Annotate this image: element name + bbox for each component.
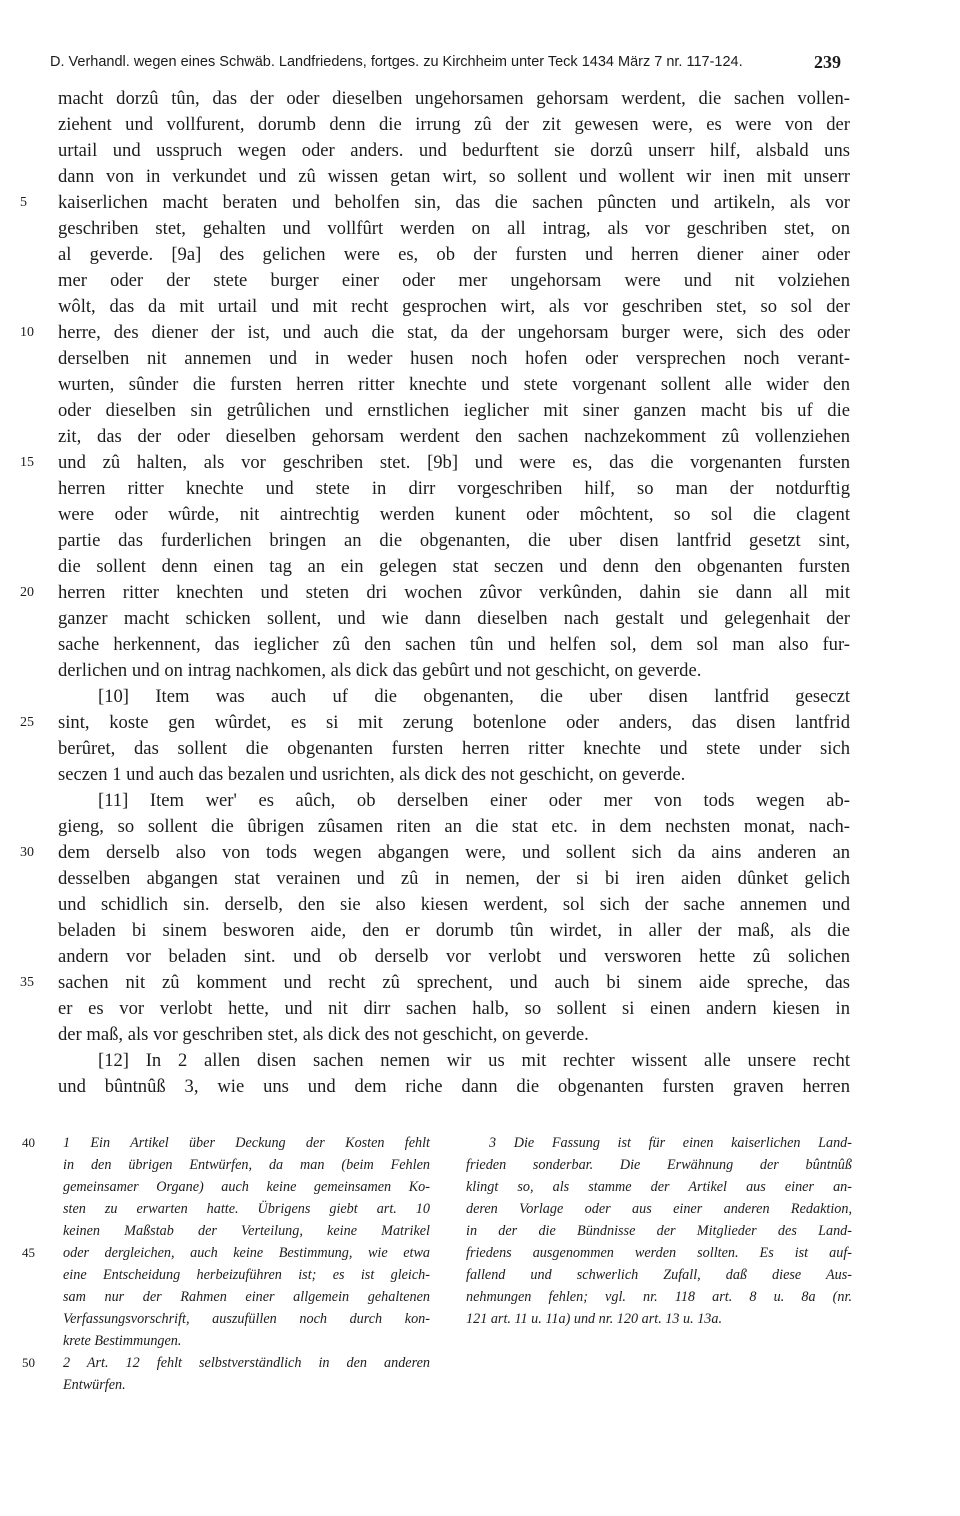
footnote-text: 3 Die Fassung ist für einen kaiserlichen Land-	[489, 1135, 852, 1151]
line-text: gieng, so sollent die ûbrigen zûsamen riten an die stat etc. in dem nechsten monat, nach-	[58, 816, 850, 837]
text-line	[58, 294, 850, 320]
footnote-line	[466, 1308, 852, 1330]
text-line	[58, 164, 850, 190]
line-number: 20	[20, 585, 34, 600]
line-text: oder dieselben sin getrûlichen und ernstlichen ieglicher mit siner ganzen macht bis uf die	[58, 400, 850, 421]
text-line	[58, 788, 850, 814]
footnote-line	[40, 1374, 430, 1396]
text-line	[58, 112, 850, 138]
line-text: partie das furderlichen bringen an die obgenanten, die uber disen lantfrid gesetzt sint,	[58, 530, 850, 551]
footnotes-right-column	[466, 1132, 852, 1330]
line-text: ziehent und vollfurent, dorumb denn die irrung zû der zit gewesen were, es were von der	[58, 114, 850, 135]
line-text: sint, koste gen wûrdet, es si mit zerung botenlone oder anders, das disen lantfrid	[58, 712, 850, 733]
footnote-line	[466, 1132, 852, 1154]
footnote-text: nehmungen fehlen; vgl. nr. 118 art. 8 u. 8a (nr.	[466, 1289, 852, 1305]
line-text: beladen bi sinem besworen aide, den er dorumb tûn wirdet, in aller der maß, als die	[58, 920, 850, 941]
line-number: 10	[20, 325, 34, 340]
line-number: 15	[20, 455, 34, 470]
footnote-text: in der die Bündnisse der Mitglieder des Land-	[466, 1223, 852, 1239]
text-line	[58, 736, 850, 762]
text-line	[58, 86, 850, 112]
footnote-text: 2 Art. 12 fehlt selbstverständlich in den anderen	[63, 1355, 430, 1371]
footnote-text: oder dergleichen, auch keine Bestimmung, wie etwa	[63, 1245, 430, 1261]
footnote-text: 1 Ein Artikel über Deckung der Kosten fehlt	[63, 1135, 430, 1151]
line-text: mer oder der stete burger einer oder mer ungehorsam were und nit volziehen	[58, 270, 850, 291]
line-text: kaiserlichen macht beraten und beholfen sin, das die sachen pûncten und artikeln, als vor	[58, 192, 850, 213]
line-number: 45	[22, 1245, 35, 1260]
line-text: dann von in verkundet und zû wissen getan wirt, so sollent und wollent wir inen mit unserr	[58, 166, 850, 187]
footnote-text: 121 art. 11 u. 11a) und nr. 120 art. 13 u. 13a.	[466, 1311, 723, 1327]
text-line	[58, 242, 850, 268]
text-line	[58, 398, 850, 424]
line-text: herren ritter knechte und stete in dirr vorgeschriben hilf, so man der notdurftig	[58, 478, 850, 499]
text-line	[58, 1022, 850, 1048]
footnote-text: friedens ausgenommen werden sollten. Es ist auf-	[466, 1245, 852, 1261]
footnote-line	[466, 1242, 852, 1264]
line-text: und bûntnûß 3, wie uns und dem riche dann die obgenanten fursten graven herren	[58, 1076, 850, 1097]
footnote-line	[22, 1242, 430, 1264]
line-text: andern vor beladen sint. und ob derselb vor verlobt und versworen hette zû solichen	[58, 946, 850, 967]
footnote-text: frieden sonderbar. Die Erwähnung der bûntnûß	[466, 1157, 852, 1173]
line-text: wôlt, das da mit urtail und mit recht gesprochen wirt, als vor geschriben stet, so sol der	[58, 296, 850, 317]
text-line	[58, 372, 850, 398]
text-line	[20, 580, 850, 606]
text-line	[58, 918, 850, 944]
main-text	[20, 86, 850, 1100]
footnote-line	[22, 1352, 430, 1374]
text-line	[58, 1048, 850, 1074]
text-line	[20, 710, 850, 736]
footnote-line	[40, 1154, 430, 1176]
line-text: herre, des diener der ist, und auch die stat, da der ungehorsam burger were, sich des oder	[58, 322, 850, 343]
text-line	[58, 346, 850, 372]
page-number: 239	[814, 52, 841, 72]
text-line	[58, 866, 850, 892]
line-text: und zû halten, als vor geschriben stet. [9b] und were es, das die vorgenanten fursten	[58, 452, 850, 473]
text-line	[58, 268, 850, 294]
footnote-text: klingt so, als stamme der Artikel aus einer an-	[466, 1179, 852, 1195]
line-text: der maß, als vor geschriben stet, als dick des not geschicht, on geverde.	[58, 1024, 589, 1045]
text-line	[58, 762, 850, 788]
line-text: desselben abgangen stat verainen und zû in nemen, der si bi iren aiden dûnket gelich	[58, 868, 850, 889]
text-line	[58, 476, 850, 502]
text-line	[58, 684, 850, 710]
text-line	[58, 996, 850, 1022]
line-text: urtail und usspruch wegen oder anders. und bedurftent sie dorzû unserr hilf, alsbald uns	[58, 140, 850, 161]
line-text: [11] Item wer' es aûch, ob derselben einer oder mer von tods wegen ab-	[98, 790, 850, 811]
line-text: zit, das der oder dieselben gehorsam werdent den sachen nachzekomment zû vollenziehen	[58, 426, 850, 447]
line-text: und schidlich sin. derselb, den sie also kiesen werdent, sol sich der sache annemen und	[58, 894, 850, 915]
footnote-line	[466, 1286, 852, 1308]
text-line	[58, 216, 850, 242]
line-text: seczen 1 und auch das bezalen und usrichten, als dick des not geschicht, on geverde.	[58, 764, 686, 785]
footnotes-left-column	[22, 1132, 430, 1396]
line-text: derlichen und on intrag nachkomen, als dick das gebûrt und not geschicht, on geverde.	[58, 660, 702, 681]
footnote-text: gemeinsamer Organe) auch keine gemeinsamen Ko-	[63, 1179, 430, 1195]
footnote-line	[466, 1176, 852, 1198]
text-line	[20, 190, 850, 216]
text-line	[20, 450, 850, 476]
text-line	[20, 840, 850, 866]
footnote-line	[466, 1220, 852, 1242]
line-number: 25	[20, 715, 34, 730]
text-line	[58, 658, 850, 684]
line-text: macht dorzû tûn, das der oder dieselben ungehorsamen gehorsam werdent, die sachen vollen-	[58, 88, 850, 109]
footnote-text: in den übrigen Entwürfen, da man (beim Fehlen	[63, 1157, 430, 1173]
line-number: 50	[22, 1355, 35, 1370]
footnote-text: Entwürfen.	[63, 1377, 126, 1393]
line-text: [10] Item was auch uf die obgenanten, die uber disen lantfrid geseczt	[98, 686, 850, 707]
text-line	[58, 528, 850, 554]
text-line	[58, 554, 850, 580]
text-line	[58, 1074, 850, 1100]
footnote-text: deren Vorlage oder aus einer anderen Redaktion,	[466, 1201, 852, 1217]
text-line	[58, 424, 850, 450]
line-text: were oder wûrde, nit aintrechtig werden kunent oder môchtent, so sol die clagent	[58, 504, 850, 525]
text-line	[58, 814, 850, 840]
footnote-line	[40, 1286, 430, 1308]
footnote-text: keinen Maßstab der Verteilung, keine Matrikel	[63, 1223, 430, 1239]
line-text: derselben nit annemen und in weder husen noch hofen oder versprechen noch verant-	[58, 348, 850, 369]
footnote-text: sten zu erwarten hatte. Übrigens giebt art. 10	[63, 1201, 430, 1217]
line-text: al geverde. [9a] des gelichen were es, ob der fursten und herren diener ainer oder	[58, 244, 850, 265]
line-text: [12] In 2 allen disen sachen nemen wir us mit rechter wissent alle unsere recht	[98, 1050, 850, 1071]
text-line	[20, 320, 850, 346]
line-text: ganzer macht schicken sollent, und wie dann dieselben nach gestalt und gelegenhait der	[58, 608, 850, 629]
footnote-text: eine Entscheidung herbeizuführen ist; es ist gleich-	[63, 1267, 430, 1283]
line-text: geschriben stet, gehalten und vollfûrt werden on all intrag, als vor geschriben stet, on	[58, 218, 850, 239]
footnote-line	[466, 1154, 852, 1176]
footnote-line	[40, 1330, 430, 1352]
footnote-line	[466, 1198, 852, 1220]
line-text: die sollent denn einen tag an ein gelegen stat seczen und denn den obgenanten fursten	[58, 556, 850, 577]
line-number: 30	[20, 845, 34, 860]
footnote-text: fallend und schwerlich Zufall, daß diese Aus-	[466, 1267, 852, 1283]
text-line	[58, 502, 850, 528]
text-line	[20, 970, 850, 996]
line-text: herren ritter knechten und steten dri wochen zûvor verkûnden, dahin sie dann all mit	[58, 582, 850, 603]
line-number: 5	[20, 195, 27, 210]
text-line	[58, 632, 850, 658]
footnote-line	[22, 1132, 430, 1154]
footnote-line	[40, 1176, 430, 1198]
footnote-line	[40, 1198, 430, 1220]
footnote-line	[40, 1220, 430, 1242]
line-text: sache herkennent, das ieglicher zû den sachen tûn und helfen sol, dem sol man also fur-	[58, 634, 850, 655]
footnote-line	[40, 1264, 430, 1286]
footnote-text: krete Bestimmungen.	[63, 1333, 182, 1349]
running-header: D. Verhandl. wegen eines Schwäb. Landfriedens, fortges. zu Kirchheim unter Teck 1434 März 7 nr. 117-124.	[50, 54, 743, 70]
line-text: sachen nit zû komment und recht zû sprechent, und auch bi sinem aide spreche, das	[58, 972, 850, 993]
text-line	[58, 606, 850, 632]
line-text: berûret, das sollent die obgenanten fursten herren ritter knechte und stete under sich	[58, 738, 850, 759]
line-text: er es vor verlobt hette, und nit dirr sachen halb, so sollent si einen andern kiesen in	[58, 998, 850, 1019]
footnote-line	[40, 1308, 430, 1330]
line-number: 35	[20, 975, 34, 990]
line-text: dem derselb also von tods wegen abgangen were, und sollent sich da ains anderen an	[58, 842, 850, 863]
line-text: wurten, sûnder die fursten herren ritter knechte und stete vorgenant sollent alle wider den	[58, 374, 850, 395]
footnote-text: Verfassungsvorschrift, auszufüllen noch durch kon-	[63, 1311, 430, 1327]
footnote-text: sam nur der Rahmen einer allgemein gehaltenen	[63, 1289, 430, 1305]
text-line	[58, 944, 850, 970]
line-number: 40	[22, 1135, 35, 1150]
footnote-line	[466, 1264, 852, 1286]
text-line	[58, 138, 850, 164]
text-line	[58, 892, 850, 918]
